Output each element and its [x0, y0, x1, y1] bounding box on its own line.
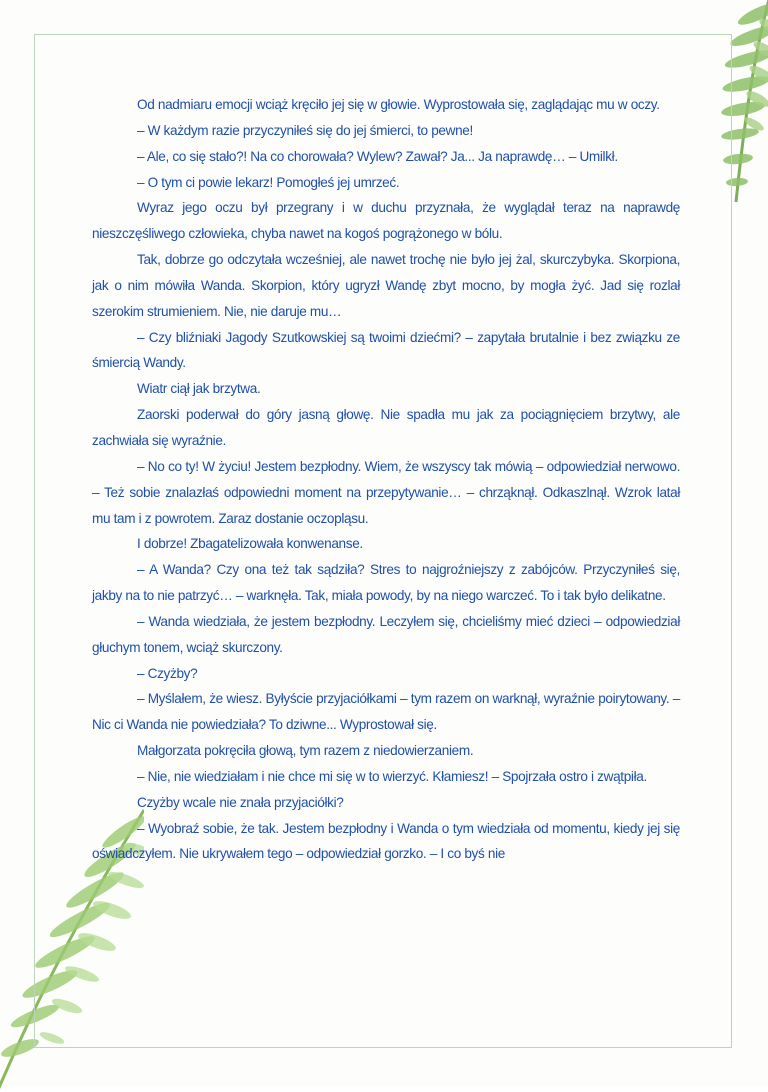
paragraph: – Czyżby?: [137, 665, 198, 681]
paragraph: Tak, dobrze go odczytała wcześniej, ale nawet trochę nie było jej żal, skurczybyka. Skorpiona, jak o nim mówiła Wanda. Skorpion, który ugryzł Wandę zbyt mocno, by mogła żyć. Jad się rozlał szerokim strumieniem. Nie, nie daruje mu…: [92, 252, 680, 319]
paragraph: Wiatr ciął jak brzytwa.: [137, 381, 261, 397]
paragraph: – Myślałem, że wiesz. Byłyście przyjaciółkami – tym razem on warknął, wyraźnie poirytowany. – Nic ci Wanda nie powiedziała? To dziwne... Wyprostował się.: [92, 691, 680, 733]
paragraph: – Nie, nie wiedziałam i nie chce mi się w to wierzyć. Kłamiesz! – Spojrzała ostro i zwątpiła.: [137, 768, 647, 784]
paragraph: Zaorski poderwał do góry jasną głowę. Nie spadła mu jak za pociągnięciem brzytwy, ale zachwiała się wyraźnie.: [92, 407, 680, 448]
paragraph: – Wanda wiedziała, że jestem bezpłodny. Leczyłem się, chcieliśmy mieć dzieci – odpowiedział głuchym tonem, wciąż skurczony.: [92, 613, 680, 655]
paragraph: – O tym ci powie lekarz! Pomogłeś jej umrzeć.: [137, 174, 400, 190]
body-text: [92, 92, 680, 867]
paragraph: – No co ty! W życiu! Jestem bezpłodny. Wiem, że wszyscy tak mówią – odpowiedział nerwowo. – Też sobie znalazłaś odpowiedni moment na przepytywanie… – chrząknął. Odkaszlnął. Wzrok latał mu tam i z powrotem. Zaraz dostanie oczopląsu.: [92, 458, 680, 526]
paragraph: Małgorzata pokręciła głową, tym razem z niedowierzaniem.: [137, 743, 474, 759]
paragraph: – Wyobraź sobie, że tak. Jestem bezpłodny i Wanda o tym wiedziała od momentu, kiedy jej się oświadczyłem. Nie ukrywałem tego – odpowiedział gorzko. – I co byś nie: [92, 820, 680, 862]
paragraph: Czyżby wcale nie znała przyjaciółki?: [137, 794, 344, 810]
paragraph: – W każdym razie przyczyniłeś się do jej śmierci, to pewne!: [137, 122, 473, 138]
paragraph: Wyraz jego oczu był przegrany i w duchu przyznała, że wyglądał teraz na naprawdę nieszczęśliwego człowieka, chyba nawet na kogoś pogrążonego w bólu.: [92, 200, 680, 242]
paragraph: Od nadmiaru emocji wciąż kręciło jej się w głowie. Wyprostowała się, zaglądając mu w oczy.: [137, 97, 660, 112]
paragraph: – A Wanda? Czy ona też tak sądziła? Stres to najgroźniejszy z zabójców. Przyczyniłeś się, jakby na to nie patrzyć… – warknęła. Tak, miała powody, by na niego warczeć. To i tak było delikatne.: [92, 562, 680, 604]
paragraph: – Czy bliźniaki Jagody Szutkowskiej są twoimi dziećmi? – zapytała brutalnie i bez związku ze śmiercią Wandy.: [92, 329, 680, 371]
paragraph: – Ale, co się stało?! Na co chorowała? Wylew? Zawał? Ja... Ja naprawdę… – Umilkł.: [137, 148, 618, 164]
paragraph: I dobrze! Zbagatelizowała konwenanse.: [137, 536, 363, 552]
